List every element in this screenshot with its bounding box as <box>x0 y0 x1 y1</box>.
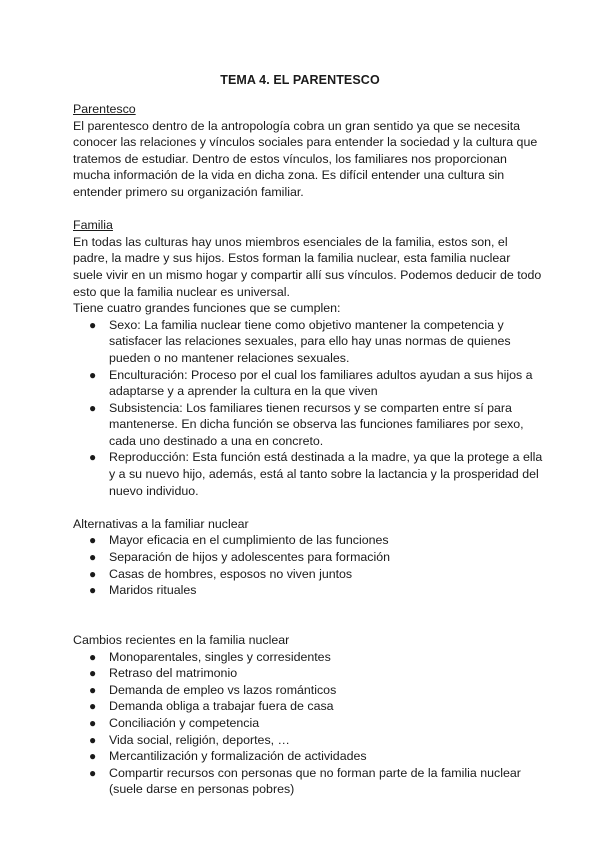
bullet-icon: ● <box>89 317 97 332</box>
list-item-text: Monoparentales, singles y corresidentes <box>109 649 331 664</box>
bullet-icon: ● <box>89 749 97 764</box>
list-item-text: Vida social, religión, deportes, … <box>109 732 290 747</box>
paragraph-familia: En todas las culturas hay unos miembros esenciales de la familia, estos son, el padre, la madre y sus hijos. Estos forman la familia nuclear, esta familia nuclear suele vivir en un mismo hogar y compartir allí sus vínculos. Podemos deducir de todo esto que la familia nuclear es universal. <box>73 234 542 299</box>
list-item-text: Sexo: La familia nuclear tiene como objetivo mantener la competencia y satisfacer las relaciones sexuales, para ello hay unas normas de quienes pueden o no mantener relaciones sexuales. <box>109 317 511 365</box>
spacer <box>73 599 543 616</box>
bullet-icon: ● <box>89 367 97 382</box>
section-heading-cambios: Cambios recientes en la familia nuclear <box>73 633 290 647</box>
list-item-text: Separación de hijos y adolescentes para formación <box>109 550 391 565</box>
list-item <box>73 649 543 666</box>
list-item-text: Enculturación: Proceso por el cual los familiares adultos ayudan a sus hijos a adaptarse y a aprender la cultura en la que viven <box>109 367 533 399</box>
spacer <box>73 201 543 218</box>
list-item-text: Demanda de empleo vs lazos románticos <box>109 682 337 697</box>
bullet-icon: ● <box>89 699 97 714</box>
list-item-text: Maridos rituales <box>109 583 197 598</box>
bullet-icon: ● <box>89 649 97 664</box>
list-item <box>73 532 543 549</box>
paragraph-parentesco: El parentesco dentro de la antropología cobra un gran sentido ya que se necesita conocer las relaciones y vínculos sociales para entender la sociedad y la cultura que tratemos de estudiar. Dentro de estos vínculos, los familiares nos proporcionan mucha información de la vida en dicha zona. Es difícil entender una cultura sin entender primero su organización familiar. <box>73 118 538 199</box>
list-cambios <box>73 649 543 798</box>
bullet-icon: ● <box>89 550 97 565</box>
bullet-icon: ● <box>89 566 97 581</box>
list-item-text: Subsistencia: Los familiares tienen recursos y se comparten entre sí para mantenerse. En dicha función se observa las funciones familiares por sexo, cada uno destinado a una en concreto. <box>109 400 524 448</box>
bullet-icon: ● <box>89 583 97 598</box>
list-alternativas <box>73 532 543 598</box>
spacer <box>73 615 543 632</box>
list-item <box>73 682 543 699</box>
bullet-icon: ● <box>89 450 97 465</box>
list-item <box>73 582 543 599</box>
list-item <box>73 715 543 732</box>
section-heading-familia: Familia <box>73 218 113 233</box>
bullet-icon: ● <box>89 715 97 730</box>
list-item <box>73 367 543 400</box>
section-heading-alternativas: Alternativas a la familiar nuclear <box>73 516 249 531</box>
bullet-icon: ● <box>89 732 97 747</box>
bullet-icon: ● <box>89 682 97 697</box>
list-item <box>73 665 543 682</box>
paragraph-familia-intro: Tiene cuatro grandes funciones que se cumplen: <box>73 301 341 316</box>
list-item <box>73 732 543 749</box>
bullet-icon: ● <box>89 533 97 548</box>
list-item <box>73 566 543 583</box>
bullet-icon: ● <box>89 666 97 681</box>
list-item <box>73 317 543 367</box>
section-heading-parentesco: Parentesco <box>73 102 136 116</box>
bullet-icon: ● <box>89 400 97 415</box>
spacer <box>73 499 543 516</box>
list-item <box>73 549 543 566</box>
list-item <box>73 765 543 798</box>
list-familia-funciones <box>73 317 543 500</box>
document-content <box>73 101 543 798</box>
list-item <box>73 748 543 765</box>
list-item <box>73 449 543 499</box>
list-item-text: Compartir recursos con personas que no forman parte de la familia nuclear (suele darse en personas pobres) <box>109 765 521 797</box>
list-item-text: Retraso del matrimonio <box>109 666 238 681</box>
list-item-text: Conciliación y competencia <box>109 715 260 730</box>
list-item-text: Casas de hombres, esposos no viven juntos <box>109 566 353 581</box>
list-item-text: Mercantilización y formalización de actividades <box>109 749 367 764</box>
list-item <box>73 698 543 715</box>
page-title: TEMA 4. EL PARENTESCO <box>220 73 380 87</box>
bullet-icon: ● <box>89 765 97 780</box>
list-item-text: Reproducción: Esta función está destinada a la madre, ya que la protege a ella y a su nuevo hijo, además, está al tanto sobre la lactancia y la prosperidad del nuevo individuo. <box>109 450 543 498</box>
list-item <box>73 400 543 450</box>
list-item-text: Mayor eficacia en el cumplimiento de las funciones <box>109 533 389 548</box>
list-item-text: Demanda obliga a trabajar fuera de casa <box>109 699 334 714</box>
